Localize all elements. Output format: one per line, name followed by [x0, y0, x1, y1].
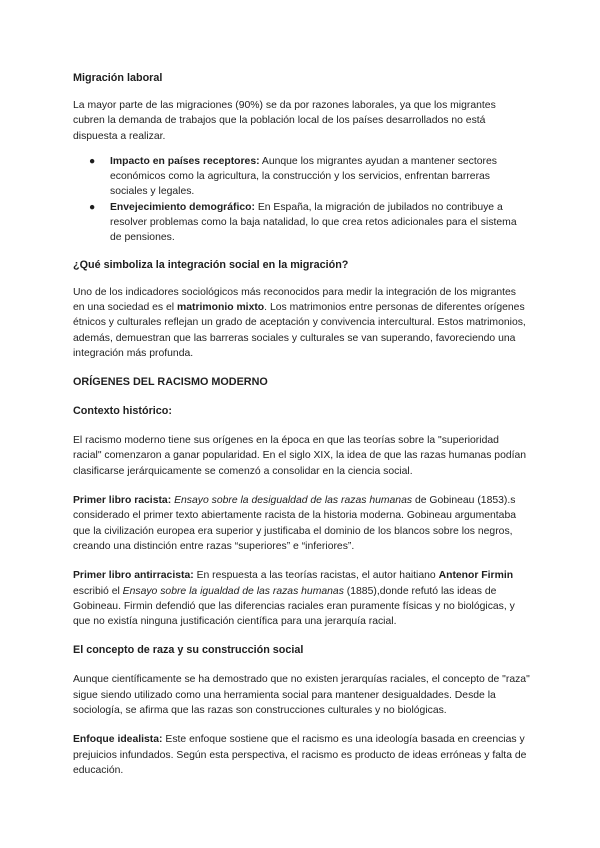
author-name: Antenor Firmin: [438, 570, 514, 582]
text-segment: En respuesta a las teorías racistas, el autor haitiano: [193, 570, 439, 582]
bullet-label: Impacto en países receptores:: [110, 155, 260, 167]
text-segment: Uno de los indicadores sociológicos más reconocidos para medir la integración de los migrantes en una sociedad es el: [73, 286, 516, 313]
bullet-text: Aunque los migrantes ayudan a mantener sectores económicos como la agricultura, la construcción y los servicios, enfrentan barreras sociales y legales.: [110, 155, 497, 198]
heading-migracion-laboral: Migración laboral: [73, 72, 163, 84]
book-title: Ensayo sobre la desigualdad de las razas humanas: [174, 495, 413, 507]
bold-term: matrimonio mixto: [176, 301, 265, 313]
bold-term: Enfoque idealista:: [73, 734, 163, 746]
heading-concepto-raza: El concepto de raza y su construcción social: [73, 644, 304, 657]
heading-contexto-historico: Contexto histórico:: [73, 405, 172, 418]
bullet-item-impacto: [73, 154, 530, 200]
bullet-label: Envejecimiento demográfico:: [110, 201, 255, 213]
text-segment: . Los matrimonios entre personas de diferentes orígenes étnicos y culturales reflejan un grado de aceptación y convivencia intercultural. Estos matrimonios, además, demuestran que las barreras sociales y culturales se van superando, favoreciendo una integración más profunda.: [73, 301, 526, 359]
paragraph-migracion-intro: La mayor parte de las migraciones (90%) se da por razones laborales, ya que los migrantes cubren la demanda de trabajos que la población local de los países desarrollados no está dispuesta a realizar.: [73, 100, 496, 142]
bullet-list: [73, 154, 530, 246]
paragraph-integracion: [73, 285, 530, 361]
text-segment: escribió el: [73, 585, 123, 597]
bullet-text: En España, la migración de jubilados no contribuye a resolver problemas como la baja natalidad, lo que crea retos adicionales para el sistema de pensiones.: [110, 201, 517, 244]
heading-origenes-racismo: ORÍGENES DEL RACISMO MODERNO: [73, 376, 268, 389]
bold-term: Primer libro racista:: [73, 495, 172, 507]
book-title: Ensayo sobre la igualdad de las razas humanas: [122, 585, 344, 597]
bullet-dot-icon: ●: [89, 155, 96, 167]
paragraph-enfoque-idealista: [73, 732, 530, 778]
bullet-dot-icon: ●: [89, 201, 96, 213]
paragraph-concepto-raza: Aunque científicamente se ha demostrado que no existen jerarquías raciales, el concepto de "raza" sigue siendo utilizado como una herramienta social para mantener desigualdades. Desde la sociología, se afirma que las razas son construcciones culturales y no biológicas.: [73, 674, 530, 717]
paragraph-libro-racista: [73, 493, 530, 554]
paragraph-libro-antirracista: [73, 568, 530, 629]
bullet-item-envejecimiento: [73, 200, 530, 246]
text-segment: de Gobineau (1853).s considerado el primer texto abiertamente racista de la historia moderna. Gobineau argumentaba que la civilización europea era superior y justificaba el dominio de los blancos sobre los negros, creando una distinción entre razas “superiores” e “inferiores”.: [73, 495, 517, 552]
heading-integracion-social: ¿Qué simboliza la integración social en la migración?: [73, 258, 349, 271]
paragraph-contexto: El racismo moderno tiene sus orígenes en la época en que las teorías sobre la "superioridad racial" comenzaron a ganar popularidad. En el siglo XIX, la idea de que las razas humanas podían clasificarse jerárquicamente se comenzó a consolidar en la ciencia social.: [73, 435, 527, 477]
text-segment: (1885),donde refutó las ideas de Gobineau. Firmin defendió que las diferencias raciales eran puramente físicas y no biológicas, y que no existía ninguna justificación científica para una jerarquía racial.: [73, 585, 515, 628]
bold-term: Primer libro antirracista:: [73, 570, 194, 582]
text-segment: Este enfoque sostiene que el racismo es una ideología basada en creencias y prejuicios infundados. Según esta perspectiva, el racismo es producto de ideas erróneas y falta de educación.: [73, 734, 527, 776]
